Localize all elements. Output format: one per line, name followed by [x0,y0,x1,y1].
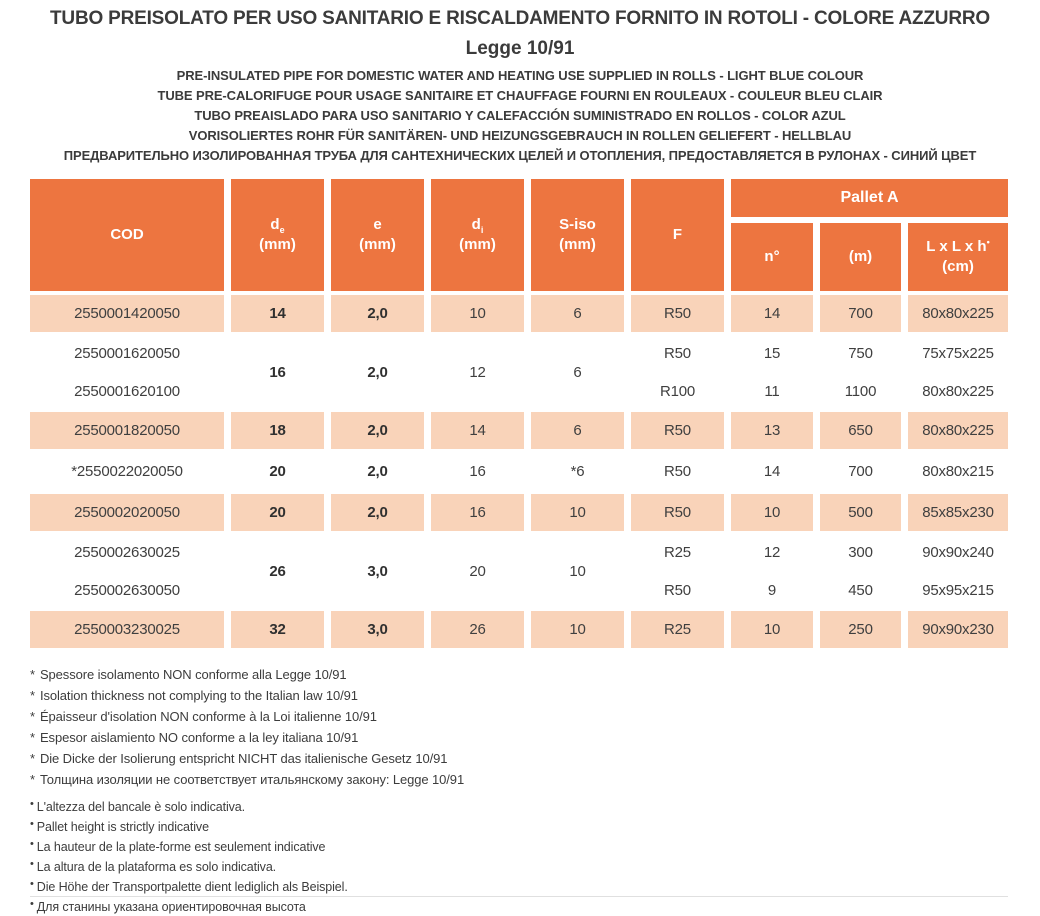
cell-siso: 10 [531,494,624,531]
asterisk-marker: * [30,709,35,724]
footnote: * Espesor aislamiento NO conforme a la ley italiana 10/91 [30,730,359,745]
cell-siso: 10 [531,611,624,648]
cell-di: 20 [431,535,524,607]
title-translation-ru: ПРЕДВАРИТЕЛЬНО ИЗОЛИРОВАННАЯ ТРУБА ДЛЯ САНТЕХНИЧЕСКИХ ЦЕЛЕЙ И ОТОПЛЕНИЯ, ПРЕДОСТАВЛЯЕТСЯ В РУЛОНАХ - СИНИЙ ЦВЕТ [63,148,977,163]
cell-n: 10 [731,494,813,531]
cell-de: 20 [231,453,324,490]
footnote: * Épaisseur d'isolation NON conforme à la Loi italienne 10/91 [30,709,377,724]
cell-de: 26 [231,535,324,607]
table-row [30,535,1008,607]
footnote: • La altura de la plataforma es solo indicativa. [30,858,277,874]
cell-e: 2,0 [331,453,424,490]
cell-n: 11 [731,374,813,408]
asterisk-marker: * [30,772,35,787]
subscript-e: e [279,224,285,235]
bullet-marker: • [30,798,34,810]
cell-di: 12 [431,336,524,408]
column-header-n: n° [731,223,813,291]
cell-n: 12 [731,535,813,569]
bullet-footnotes [30,796,1040,916]
bullet-marker: • [30,898,34,910]
asterisk-marker: * [30,667,35,682]
footnote: * Толщина изоляции не соответствует итальянскому закону: Legge 10/91 [30,772,465,787]
title-translation-es: TUBO PREAISLADO PARA USO SANITARIO Y CALEFACCIÓN SUMINISTRADO EN ROLLOS - COLOR AZUL [194,108,846,123]
cell-n: 14 [731,295,813,332]
cell-n: 15 [731,336,813,370]
cell-de: 16 [231,336,324,408]
cell-n: 10 [731,611,813,648]
column-group-header-pallet-a: Pallet A [731,179,1008,217]
cell-de: 20 [231,494,324,531]
footnote: • La hauteur de la plate-forme est seulement indicative [30,838,326,854]
cell-dim: 90x90x230 [908,611,1008,648]
cell-e: 3,0 [331,611,424,648]
page-bottom-rule [30,896,1008,897]
footnote: * Isolation thickness not complying to the Italian law 10/91 [30,688,358,703]
column-header-de: $d_e$ (mm) [231,179,324,291]
page-subtitle-law: Legge 10/91 [465,38,575,59]
cell-e: 2,0 [331,295,424,332]
table-row [30,494,1008,531]
title-translation-fr: TUBE PRE-CALORIFUGE POUR USAGE SANITAIRE ET CHAUFFAGE FOURNI EN ROULEAUX - COULEUR BLEU CLAIR [157,88,883,103]
cell-cod: 2550001620050 [30,336,224,370]
cell-f: R50 [631,412,724,449]
column-header-dimensions: L x L x h• (cm) [908,223,1008,291]
cell-dim: 95x95x215 [908,573,1008,607]
table-header-row [30,179,1008,291]
cell-cod: 2550002630025 [30,535,224,569]
cell-dim: 85x85x230 [908,494,1008,531]
footnote: • Pallet height is strictly indicative [30,818,209,834]
asterisk-footnotes [30,664,1040,790]
header-titles [0,0,1040,166]
cell-cod: 2550001620100 [30,374,224,408]
cell-siso: 10 [531,535,624,607]
cell-m: 300 [820,535,901,569]
cell-f: R50 [631,494,724,531]
column-header-m: (m) [820,223,901,291]
cell-di: 16 [431,453,524,490]
cell-di: 14 [431,412,524,449]
pallet-height-note-mark: • [986,236,990,247]
cell-dim: 80x80x225 [908,295,1008,332]
cell-dim: 90x90x240 [908,535,1008,569]
cell-f: R100 [631,374,724,408]
cell-e: 2,0 [331,336,424,408]
asterisk-marker: * [30,751,35,766]
cell-f: R25 [631,535,724,569]
cell-dim: 80x80x215 [908,453,1008,490]
cell-n: 13 [731,412,813,449]
footnote: * Spessore isolamento NON conforme alla Legge 10/91 [30,667,347,682]
cell-m: 750 [820,336,901,370]
footnote: • L'altezza del bancale è solo indicativa. [30,798,246,814]
cell-cod: 2550001420050 [30,295,224,332]
cell-di: 16 [431,494,524,531]
table-row [30,412,1008,449]
cell-f: R50 [631,295,724,332]
title-translations [0,66,1040,166]
column-header-di: $d_i$ (mm) [431,179,524,291]
cell-f: R50 [631,336,724,370]
cell-de: 18 [231,412,324,449]
bullet-marker: • [30,818,34,830]
cell-m: 650 [820,412,901,449]
cell-m: 250 [820,611,901,648]
table-row [30,295,1008,332]
cell-de: 32 [231,611,324,648]
cell-m: 450 [820,573,901,607]
cell-cod: 2550002630050 [30,573,224,607]
cell-dim: 80x80x225 [908,374,1008,408]
column-header-e: e (mm) [331,179,424,291]
cell-e: 2,0 [331,412,424,449]
bullet-marker: • [30,838,34,850]
cell-cod: 2550002020050 [30,494,224,531]
cell-m: 700 [820,453,901,490]
column-header-f: F [631,179,724,291]
cell-f: R50 [631,453,724,490]
cell-siso: 6 [531,336,624,408]
subscript-i: i [480,224,484,235]
column-header-cod: COD [30,179,224,291]
title-translation-en: PRE-INSULATED PIPE FOR DOMESTIC WATER AND HEATING USE SUPPLIED IN ROLLS - LIGHT BLUE COLOUR [176,68,864,83]
cell-siso: 6 [531,412,624,449]
asterisk-marker: * [30,730,35,745]
table-row [30,336,1008,408]
footnote: * Die Dicke der Isolierung entspricht NICHT das italienische Gesetz 10/91 [30,751,448,766]
cell-f: R25 [631,611,724,648]
cell-f: R50 [631,573,724,607]
footnote: • Для станины указана ориентировочная высота [30,898,306,914]
cell-dim: 75x75x225 [908,336,1008,370]
cell-di: 26 [431,611,524,648]
cell-m: 1100 [820,374,901,408]
title-translation-de: VORISOLIERTES ROHR FÜR SANITÄREN- UND HEIZUNGSGEBRAUCH IN ROLLEN GELIEFERT - HELLBLAU [188,128,852,143]
cell-cod: *2550022020050 [30,453,224,490]
cell-cod: 2550001820050 [30,412,224,449]
cell-siso: *6 [531,453,624,490]
table-row [30,611,1008,648]
cell-m: 700 [820,295,901,332]
cell-e: 3,0 [331,535,424,607]
column-header-siso: S-iso (mm) [531,179,624,291]
cell-de: 14 [231,295,324,332]
cell-dim: 80x80x225 [908,412,1008,449]
cell-n: 14 [731,453,813,490]
bullet-marker: • [30,878,34,890]
product-table [30,179,1008,648]
cell-siso: 6 [531,295,624,332]
cell-n: 9 [731,573,813,607]
cell-e: 2,0 [331,494,424,531]
bullet-marker: • [30,858,34,870]
table-row [30,453,1008,490]
asterisk-marker: * [30,688,35,703]
cell-cod: 2550003230025 [30,611,224,648]
footnote: • Die Höhe der Transportpalette dient lediglich als Beispiel. [30,878,348,894]
page-title: TUBO PREISOLATO PER USO SANITARIO E RISCALDAMENTO FORNITO IN ROTOLI - COLORE AZZURRO [50,8,990,29]
cell-di: 10 [431,295,524,332]
cell-m: 500 [820,494,901,531]
